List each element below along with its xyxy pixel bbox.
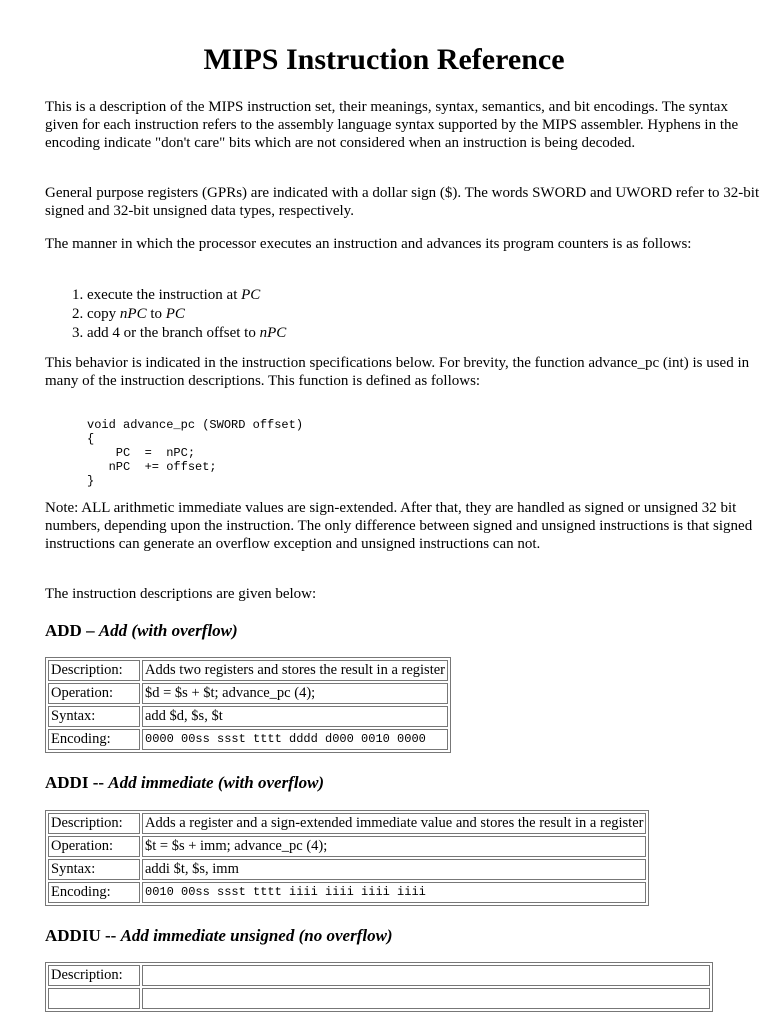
- table-row: Description:: [48, 965, 710, 986]
- table-row: Description: Adds two registers and stores the result in a register: [48, 660, 448, 681]
- instruction-table-addiu: [45, 962, 713, 1012]
- descriptions-intro: The instruction descriptions are given below:: [45, 586, 317, 602]
- table-row: Description: Adds a register and a sign-extended immediate value and stores the result in a register: [48, 813, 646, 834]
- execution-steps-list: [45, 286, 687, 343]
- table-row: Encoding: 0010 00ss ssst tttt iiii iiii iiii iiii: [48, 882, 646, 903]
- encoding-value: 0000 00ss ssst tttt dddd d000 0010 0000: [142, 729, 448, 750]
- intro-paragraph-2: General purpose registers (GPRs) are indicated with a dollar sign ($). The words SWORD and UWORD refer to 32-bit signed and 32-bit unsigned data types, respectively.: [45, 185, 760, 219]
- syntax-value: addi $t, $s, imm: [142, 859, 646, 880]
- description-value: [142, 965, 710, 986]
- table-row: Operation: $t = $s + imm; advance_pc (4);: [48, 836, 646, 857]
- table-row: Operation: $d = $s + $t; advance_pc (4);: [48, 683, 448, 704]
- table-row: Syntax: addi $t, $s, imm: [48, 859, 646, 880]
- list-item: 3. add 4 or the branch offset to nPC: [87, 324, 687, 343]
- table-row: Encoding: 0000 00ss ssst tttt dddd d000 0010 0000: [48, 729, 448, 750]
- list-item: 2. copy nPC to PC: [87, 305, 687, 324]
- instruction-table-add: [45, 657, 451, 753]
- instruction-heading-addiu: ADDIU -- Add immediate unsigned (no overflow): [45, 926, 393, 945]
- table-row: [48, 988, 710, 1009]
- behavior-paragraph: This behavior is indicated in the instruction specifications below. For brevity, the function advance_pc (int) is used in many of the instruction descriptions. This function is defined as follows:: [45, 355, 750, 389]
- operation-value: $t = $s + imm; advance_pc (4);: [142, 836, 646, 857]
- note-paragraph: Note: ALL arithmetic immediate values are sign-extended. After that, they are handled as signed or unsigned 32 bit numbers, depending upon the instruction. The only difference between signed and unsigned instructions is that signed instructions can generate an overflow exception and unsigned instructions can not.: [45, 500, 753, 552]
- operation-value: $d = $s + $t; advance_pc (4);: [142, 683, 448, 704]
- intro-paragraph-1: This is a description of the MIPS instruction set, their meanings, syntax, semantics, and bit encodings. The syntax given for each instruction refers to the assembly language syntax supported by the MIPS assembler. Hyphens in the encoding indicate "don't care" bits which are not considered when an instruction is being decoded.: [45, 99, 739, 151]
- instruction-heading-add: ADD – Add (with overflow): [45, 621, 238, 640]
- list-item: 1. execute the instruction at PC: [87, 286, 687, 305]
- advance-pc-code-block: void advance_pc (SWORD offset) { PC = nPC; nPC += offset; }: [87, 418, 304, 488]
- intro-paragraph-3: The manner in which the processor executes an instruction and advances its program counters is as follows:: [45, 236, 692, 252]
- description-value: Adds a register and a sign-extended immediate value and stores the result in a register: [142, 813, 646, 834]
- table-row: Syntax: add $d, $s, $t: [48, 706, 448, 727]
- page-title: MIPS Instruction Reference: [203, 43, 565, 76]
- instruction-heading-addi: ADDI -- Add immediate (with overflow): [45, 773, 325, 792]
- syntax-value: add $d, $s, $t: [142, 706, 448, 727]
- encoding-value: 0010 00ss ssst tttt iiii iiii iiii iiii: [142, 882, 646, 903]
- instruction-table-addi: [45, 810, 649, 906]
- description-value: Adds two registers and stores the result in a register: [142, 660, 448, 681]
